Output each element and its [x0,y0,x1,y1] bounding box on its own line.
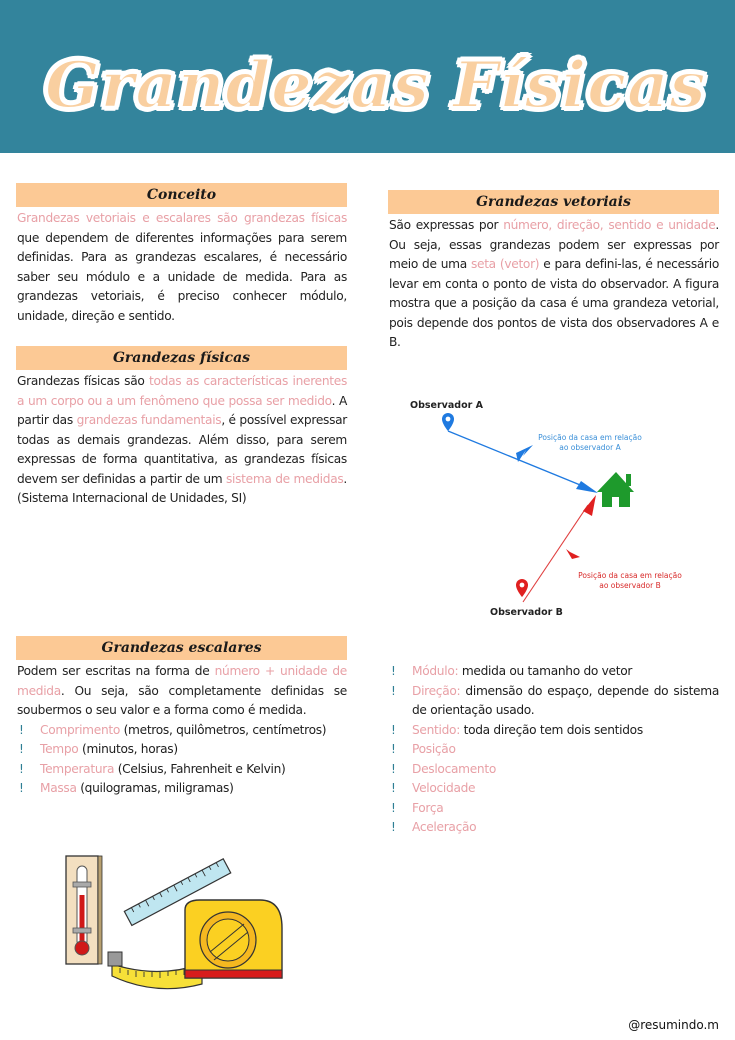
vector-property-item [389,721,719,741]
section-heading-escalares: Grandezas escalares [16,636,347,660]
fisicas-text-4: . (Sistema Internacional de Unidades, SI) [17,471,347,505]
section-heading-vetoriais: Grandezas vetoriais [388,190,719,214]
vector-property-item [389,779,719,799]
label-a-line-2: ao observador A [559,443,621,452]
exclamation-bullet-icon: ! [19,761,24,776]
item-term: Módulo: [412,664,459,678]
fisicas-highlight-3: sistema de medidas [225,471,344,486]
vector-b-line [523,505,588,602]
vetoriais-text-3: e para defini-las, é necessário levar em conta o ponto de vista do observador. A figura mostra que a posição da casa é uma grandeza vetorial, pois depende dos pontos de vista dos observadores A e B. [389,257,719,349]
item-term: Direção: [412,683,461,698]
fisicas-text-2: . A partir das [17,393,348,427]
exclamation-bullet-icon: ! [391,683,396,698]
item-desc: (quilogramas, miligramas) [76,781,234,795]
escalares-list-item [17,779,356,799]
item-term: Temperatura [40,761,115,776]
item-term: Força [412,800,444,815]
escalares-list-item [17,740,356,760]
item-desc: (minutos, horas) [78,742,178,756]
measuring-tools-illustration [60,840,300,990]
exclamation-bullet-icon: ! [391,664,396,678]
item-term: Tempo [40,742,79,756]
exclamation-bullet-icon: ! [391,820,396,834]
conceito-body: que dependem de diferentes informações para serem definidas. Para as grandezas escalares, é necessário saber seu módulo e a unidade de medida. Para as grandezas vetoriais, é preciso conhecer módulo, unidade, direção e sentido. [17,230,347,323]
escalares-list-item [17,760,356,780]
escalares-paragraph [17,662,347,721]
section-heading-fisicas: Grandezas físicas [16,346,347,370]
exclamation-bullet-icon: ! [19,781,24,795]
spacer [16,326,347,346]
item-desc: (metros, quilômetros, centímetros) [120,722,327,737]
exclamation-bullet-icon: ! [391,742,396,756]
item-term: Comprimento [40,722,121,737]
pointer-a-arrow-icon [516,445,533,462]
item-term: Posição [412,742,456,756]
vector-properties-list [389,662,719,838]
label-b-line-2: ao observador B [599,581,661,590]
vetoriais-highlight-1: número, direção, sentido e unidade [503,218,716,232]
conceito-highlight: Grandezas vetoriais e escalares são grandezas físicas [17,211,347,225]
vetoriais-text-2: . Ou seja, essas grandezas podem ser expressas por meio de uma [389,218,719,271]
escalares-list [17,721,356,799]
conceito-paragraph [17,209,347,326]
fisicas-highlight-1: todas as características inerentes a um corpo ou a um fenômeno que possa ser medido [17,374,347,408]
location-pin-b-icon [516,579,528,597]
exclamation-bullet-icon: ! [391,800,396,815]
item-term: Massa [40,781,77,795]
vector-property-item [389,818,719,838]
vector-property-item [389,760,719,780]
fisicas-text-3: , é possível expressar todas as demais grandezas. Além disso, para serem expressas de forma quantitativa, as grandezas físicas devem ser definidas a partir de um [17,413,347,486]
exclamation-bullet-icon: ! [19,742,24,756]
vetoriais-text-1: São expressas por [389,218,504,232]
escalares-list-item [17,721,356,741]
observer-b-label: Observador B [490,607,563,618]
house-icon [597,472,634,507]
item-desc: dimensão do espaço, depende do sistema de orientação usado. [412,683,719,717]
vetoriais-highlight-2: seta (vetor) [470,257,540,271]
item-desc: medida ou tamanho do vetor [458,664,633,678]
label-a-line-1: Posição da casa em relação [538,433,642,442]
author-handle: @resumindo.m [628,1018,719,1032]
exclamation-bullet-icon: ! [19,722,24,737]
label-b-line-1: Posição da casa em relação [578,571,682,580]
vector-b-arrowhead [583,495,596,516]
exclamation-bullet-icon: ! [391,761,396,776]
escalares-text-2: . Ou seja, são completamente definidas se soubermos o seu valor e a forma como é medida. [17,683,347,717]
fisicas-highlight-2: grandezas fundamentais [76,413,222,427]
item-desc: toda direção tem dois sentidos [460,722,643,737]
section-heading-conceito: Conceito [16,183,347,207]
observer-a-label: Observador A [410,400,483,411]
observer-vector-figure [390,385,690,625]
item-desc: (Celsius, Fahrenheit e Kelvin) [114,761,286,776]
right-column-top [388,190,719,353]
vector-property-item [389,799,719,819]
location-pin-a-icon [442,413,454,431]
exclamation-bullet-icon: ! [391,781,396,795]
escalares-highlight-1: número + unidade de medida [17,664,347,698]
vector-property-item [389,740,719,760]
item-term: Sentido: [412,722,461,737]
fisicas-text-1: Grandezas físicas são [17,374,150,388]
vetoriais-paragraph [389,216,719,353]
pointer-b-arrow-icon [566,549,580,559]
item-term: Velocidade [412,781,476,795]
item-term: Deslocamento [412,761,496,776]
left-column-top [16,183,347,509]
escalares-text-1: Podem ser escritas na forma de [17,664,215,678]
vector-property-item [389,682,719,721]
thermometer-icon [66,856,102,964]
exclamation-bullet-icon: ! [391,722,396,737]
page-title: Grandezas Físicas [45,48,707,123]
vector-property-item [389,662,719,682]
fisicas-paragraph [17,372,347,509]
item-term: Aceleração [412,820,477,834]
left-column-bottom [16,636,356,799]
vector-a-arrowhead [576,481,598,493]
